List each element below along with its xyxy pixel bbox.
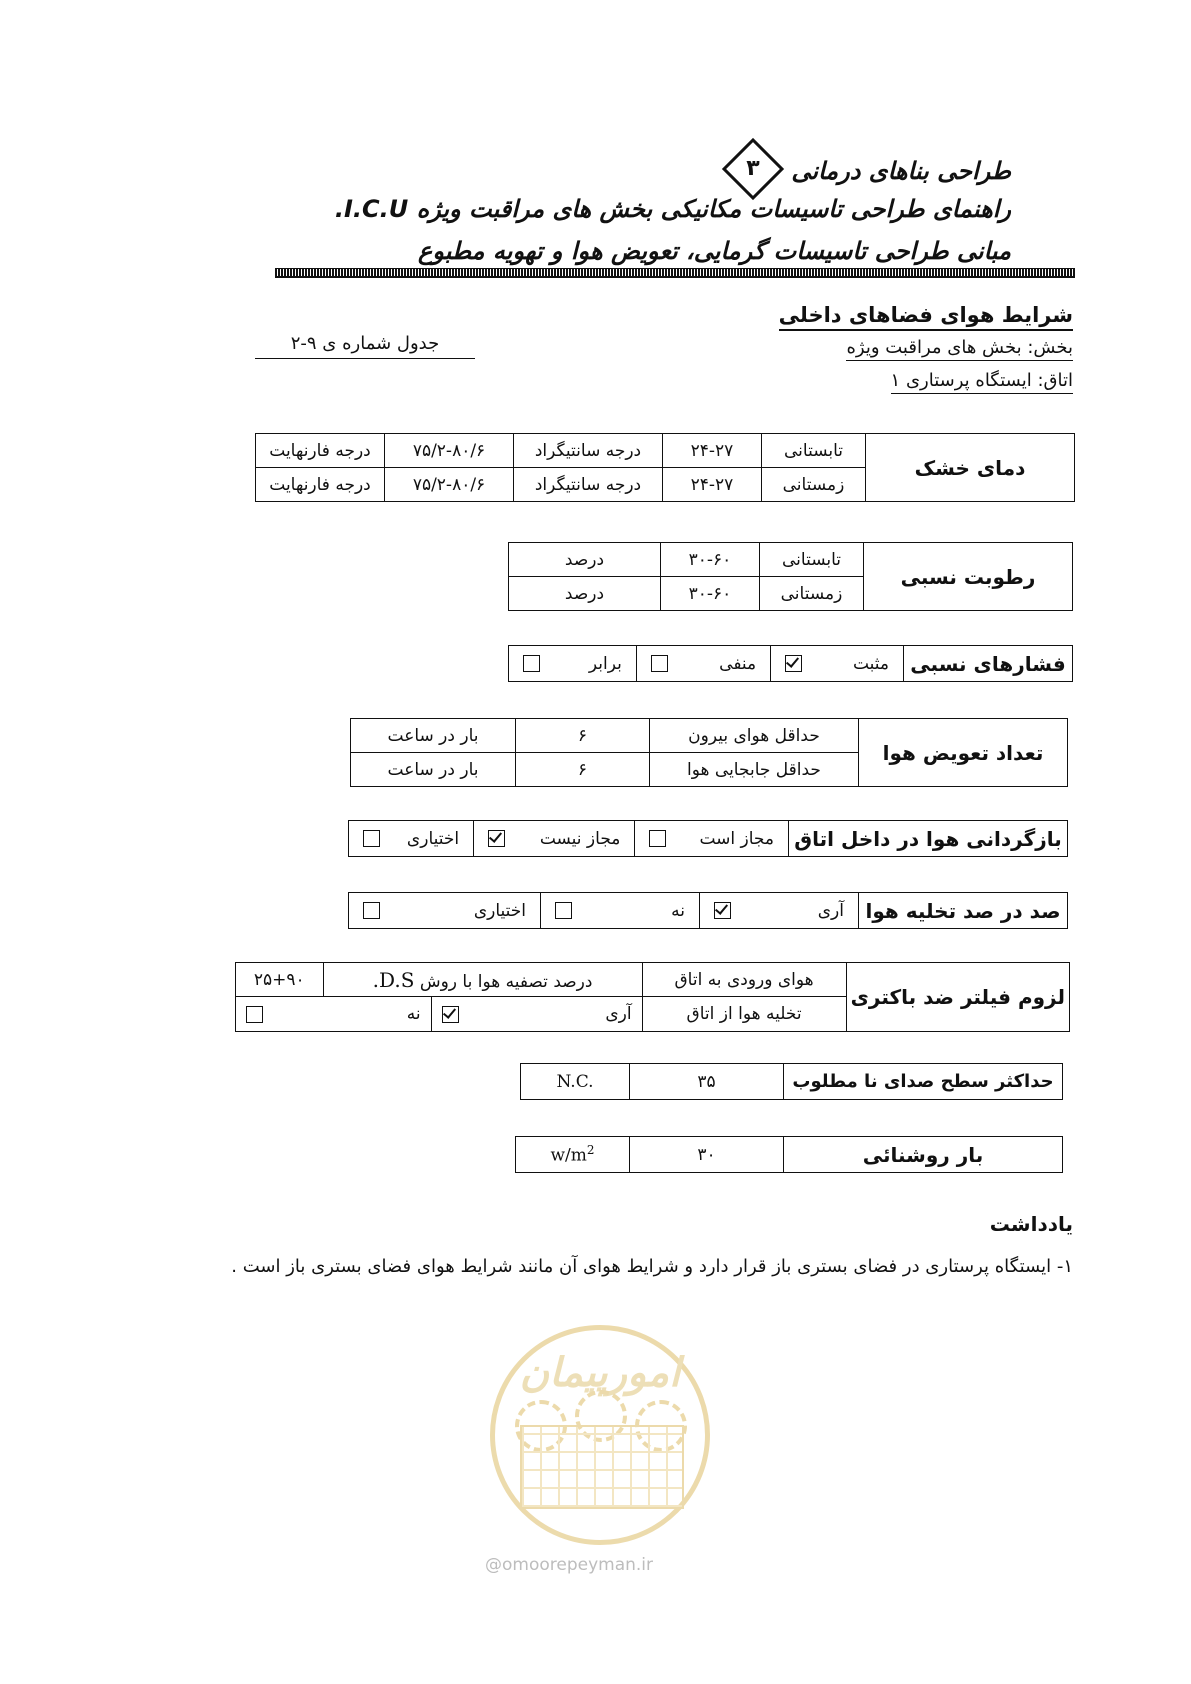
filter-supply-value: ۲۵+۹۰ bbox=[236, 963, 324, 997]
exhaust-label: صد در صد تخلیه هوا bbox=[859, 893, 1068, 929]
exhaust-option-yes bbox=[700, 893, 859, 929]
recirculation-allowed-label: مجاز است bbox=[699, 828, 774, 849]
humidity-unit: درصد bbox=[509, 577, 661, 611]
watermark-text: امورپیمان bbox=[519, 1350, 681, 1396]
dry-temp-c-unit: درجه سانتیگراد bbox=[514, 468, 663, 502]
section-title: شرایط هوای فضاهای داخلی bbox=[779, 303, 1073, 331]
dry-temp-c-unit: درجه سانتیگراد bbox=[514, 434, 663, 468]
air-changes-unit: بار در ساعت bbox=[351, 719, 516, 753]
checkbox-icon[interactable] bbox=[363, 902, 380, 919]
notes-title: یادداشت bbox=[989, 1212, 1073, 1236]
recirculation-label: بازگردانی هوا در داخل اتاق bbox=[789, 821, 1068, 857]
filter-supply-label: هوای ورودی به اتاق bbox=[642, 963, 846, 997]
checkbox-icon[interactable] bbox=[651, 655, 668, 672]
pressure-option-equal bbox=[509, 646, 637, 682]
checkbox-icon[interactable] bbox=[523, 655, 540, 672]
checkbox-checked-icon[interactable] bbox=[488, 830, 505, 847]
lighting-table bbox=[515, 1136, 1063, 1173]
pressure-equal-label: برابر bbox=[588, 653, 622, 674]
pressure-table bbox=[508, 645, 1073, 682]
lighting-unit-base: w/m bbox=[550, 1145, 587, 1166]
pressure-option-positive bbox=[771, 646, 904, 682]
exhaust-table bbox=[348, 892, 1068, 929]
dry-temp-c-range: ۲۴-۲۷ bbox=[663, 434, 762, 468]
volume-badge-number: ۳ bbox=[746, 156, 760, 181]
recirculation-option-allowed bbox=[635, 821, 789, 857]
filter-no-label: نه bbox=[406, 1004, 421, 1024]
checkbox-icon[interactable] bbox=[246, 1006, 263, 1023]
filter-method: D.S. bbox=[372, 967, 415, 992]
table-number: جدول شماره ی ۹-۲ bbox=[255, 333, 475, 359]
filter-supply-desc bbox=[323, 963, 642, 997]
header-title-2: راهنمای طراحی تاسیسات مکانیکی بخش های مراقبت ویژه I.C.U. bbox=[334, 195, 1011, 223]
air-changes-name: حداقل جابجایی هوا bbox=[650, 753, 859, 787]
noise-table bbox=[520, 1063, 1063, 1100]
filter-exhaust-label: تخلیه هوا از اتاق bbox=[642, 997, 846, 1032]
header-title-3: مبانی طراحی تاسیسات گرمایی، تعویض هوا و تهویه مطبوع bbox=[418, 237, 1011, 265]
room-label: اتاق: ایستگاه پرستاری ۱ bbox=[891, 370, 1073, 394]
recirculation-option-optional bbox=[349, 821, 474, 857]
dry-temp-table bbox=[255, 433, 1075, 502]
watermark-grid bbox=[520, 1425, 684, 1509]
checkbox-icon[interactable] bbox=[649, 830, 666, 847]
department-label: بخش: بخش های مراقبت ویژه bbox=[846, 337, 1073, 361]
dry-temp-season: زمستانی bbox=[762, 468, 866, 502]
air-changes-value: ۶ bbox=[516, 753, 650, 787]
filter-yes-label: آری bbox=[605, 1004, 632, 1024]
noise-value: ۳۵ bbox=[630, 1064, 784, 1100]
humidity-range: ۳۰-۶۰ bbox=[661, 543, 760, 577]
exhaust-yes-label: آری bbox=[817, 900, 844, 921]
humidity-season: زمستانی bbox=[760, 577, 864, 611]
pressure-negative-label: منفی bbox=[719, 653, 757, 674]
watermark-url: @omoorepeyman.ir bbox=[485, 1555, 654, 1575]
header-title-1: طراحی بناهای درمانی bbox=[791, 157, 1011, 185]
dry-temp-label: دمای خشک bbox=[866, 434, 1075, 502]
filter-option-no bbox=[236, 997, 431, 1031]
note-item: ۱- ایستگاه پرستاری در فضای بستری باز قرار دارد و شرایط هوای آن مانند شرایط هوای فضای بستری باز است . bbox=[231, 1256, 1073, 1277]
filter-desc-text: درصد تصفیه هوا با روش bbox=[419, 971, 593, 992]
filter-label: لزوم فیلتر ضد باکتری bbox=[846, 963, 1069, 1032]
volume-badge-icon bbox=[722, 138, 784, 200]
lighting-label: بار روشنائی bbox=[784, 1137, 1063, 1173]
filter-yes-no bbox=[236, 997, 643, 1032]
dry-temp-f-unit: درجه فارنهایت bbox=[256, 434, 385, 468]
checkbox-icon[interactable] bbox=[363, 830, 380, 847]
humidity-unit: درصد bbox=[509, 543, 661, 577]
air-changes-value: ۶ bbox=[516, 719, 650, 753]
checkbox-checked-icon[interactable] bbox=[714, 902, 731, 919]
air-changes-table bbox=[350, 718, 1068, 787]
humidity-range: ۳۰-۶۰ bbox=[661, 577, 760, 611]
recirculation-optional-label: اختیاری bbox=[406, 828, 460, 849]
filter-option-yes bbox=[431, 997, 642, 1031]
noise-unit: N.C. bbox=[521, 1064, 630, 1100]
recirculation-not-allowed-label: مجاز نیست bbox=[539, 828, 621, 849]
recirculation-option-not-allowed bbox=[474, 821, 635, 857]
pressure-label: فشارهای نسبی bbox=[904, 646, 1073, 682]
dry-temp-season: تابستانی bbox=[762, 434, 866, 468]
checkbox-checked-icon[interactable] bbox=[785, 655, 802, 672]
air-changes-label: تعداد تعویض هوا bbox=[859, 719, 1068, 787]
exhaust-option-optional bbox=[349, 893, 541, 929]
checkbox-checked-icon[interactable] bbox=[442, 1006, 459, 1023]
dry-temp-c-range: ۲۴-۲۷ bbox=[663, 468, 762, 502]
header-divider bbox=[275, 268, 1075, 278]
checkbox-icon[interactable] bbox=[555, 902, 572, 919]
dry-temp-f-range: ۷۵/۲-۸۰/۶ bbox=[385, 468, 514, 502]
watermark-logo bbox=[490, 1325, 710, 1545]
dry-temp-f-range: ۷۵/۲-۸۰/۶ bbox=[385, 434, 514, 468]
humidity-label: رطوبت نسبی bbox=[864, 543, 1073, 611]
exhaust-no-label: نه bbox=[671, 900, 685, 921]
header-line-1 bbox=[723, 150, 1011, 194]
recirculation-table bbox=[348, 820, 1068, 857]
lighting-value: ۳۰ bbox=[630, 1137, 784, 1173]
dry-temp-f-unit: درجه فارنهایت bbox=[256, 468, 385, 502]
lighting-unit bbox=[516, 1137, 630, 1173]
humidity-table bbox=[508, 542, 1073, 611]
exhaust-optional-label: اختیاری bbox=[473, 900, 526, 921]
filter-table bbox=[235, 962, 1070, 1032]
humidity-season: تابستانی bbox=[760, 543, 864, 577]
noise-label: حداکثر سطح صدای نا مطلوب bbox=[784, 1064, 1063, 1100]
pressure-option-negative bbox=[636, 646, 770, 682]
lighting-unit-exp: 2 bbox=[586, 1143, 595, 1158]
air-changes-name: حداقل هوای بیرون bbox=[650, 719, 859, 753]
exhaust-option-no bbox=[541, 893, 700, 929]
pressure-positive-label: مثبت bbox=[852, 653, 889, 674]
air-changes-unit: بار در ساعت bbox=[351, 753, 516, 787]
